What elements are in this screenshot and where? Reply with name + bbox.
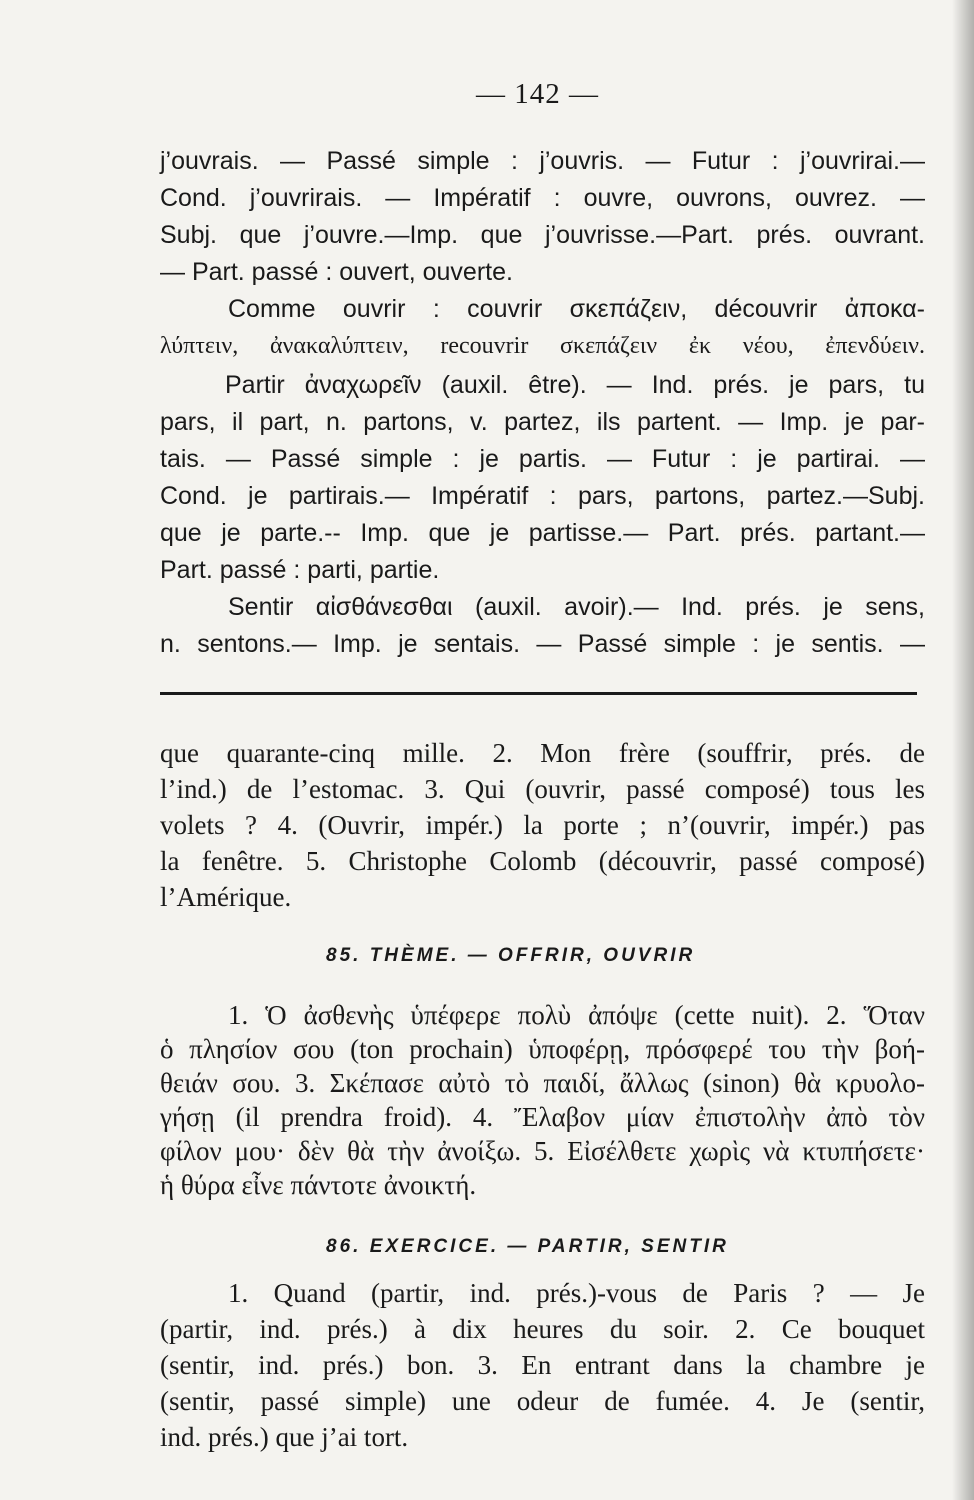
text-line: que je parte.-- Imp. que je partisse.— Part. prés. partant.— <box>160 519 925 547</box>
text-line: (sentir, passé simple) une odeur de fumée. 4. Je (sentir, <box>160 1386 925 1416</box>
text-line: ἡ θύρα εἶνε πάντοτε ἀνοικτή. <box>160 1170 477 1200</box>
text-line: tais. — Passé simple : je partis. — Futur : je partirai. — <box>160 445 925 473</box>
page-number: — 142 — <box>476 78 599 110</box>
exercise-86-heading: 86. EXERCICE. — PARTIR, SENTIR <box>326 1236 729 1257</box>
text-line: ὁ πλησίον σου (ton prochain) ὑποφέρῃ, πρόσφερέ του τὴν βοή- <box>160 1034 925 1064</box>
text-line: (partir, ind. prés.) à dix heures du soir. 2. Ce bouquet <box>160 1314 925 1344</box>
text-line: θειάν σου. 3. Σκέπασε αὐτὸ τὸ παιδί, ἄλλως (sinon) θὰ κρυολο- <box>160 1068 925 1098</box>
page-edge-shadow <box>952 0 974 1500</box>
text-line: pars, il part, n. partons, v. partez, ils partent. — Imp. je par- <box>160 408 925 436</box>
text-line: γήσῃ (il prendra froid). 4. Ἔλαβον μίαν ἐπιστολὴν ἀπὸ τὸν <box>160 1102 925 1132</box>
text-line: — Part. passé : ouvert, ouverte. <box>160 258 513 286</box>
text-line: 1. Ὁ ἀσθενὴς ὑπέφερε πολὺ ἀπόψε (cette nuit). 2. Ὅταν <box>228 1000 925 1030</box>
text-line: l’ind.) de l’estomac. 3. Qui (ouvrir, passé composé) tous les <box>160 774 925 804</box>
text-line: Cond. j’ouvrirais. — Impératif : ouvre, ouvrons, ouvrez. — <box>160 184 925 212</box>
theme-85-heading: 85. THÈME. — OFFRIR, OUVRIR <box>326 945 696 966</box>
section-divider <box>160 692 917 695</box>
text-line: Cond. je partirais.— Impératif : pars, partons, partez.—Subj. <box>160 482 925 510</box>
text-line: Subj. que j’ouvre.—Imp. que j’ouvrisse.—Part. prés. ouvrant. <box>160 221 925 249</box>
text-line: volets ? 4. (Ouvrir, impér.) la porte ; n’(ouvrir, impér.) pas <box>160 810 925 840</box>
text-line: j’ouvrais. — Passé simple : j’ouvris. — Futur : j’ouvrirai.— <box>160 147 925 175</box>
text-line: la fenêtre. 5. Christophe Colomb (découvrir, passé composé) <box>160 846 925 876</box>
text-line: que quarante-cinq mille. 2. Mon frère (souffrir, prés. de <box>160 738 925 768</box>
text-line: Partir ἀναχωρεῖν (auxil. être). — Ind. prés. je pars, tu <box>225 371 925 399</box>
text-line: ind. prés.) que j’ai tort. <box>160 1422 409 1452</box>
text-line: φίλον μου· δὲν θὰ τὴν ἀνοίξω. 5. Εἰσέλθετε χωρὶς νὰ κτυπήσετε· <box>160 1136 925 1166</box>
comme-ouvrir-line: Comme ouvrir : couvrir σκεπάζειν, découvrir ἀποκα- <box>228 295 925 323</box>
text-line: 1. Quand (partir, ind. prés.)-vous de Paris ? — Je <box>228 1278 925 1308</box>
text-line: l’Amérique. <box>160 882 292 912</box>
comme-ouvrir-line-2: λύπτειν, ἀνακαλύπτειν, recouvrir σκεπάζειν ἐκ νέου, ἐπενδύειν. <box>160 333 925 359</box>
text-line: Sentir αἰσθάνεσθαι (auxil. avoir).— Ind. prés. je sens, <box>228 593 925 621</box>
text-line: n. sentons.— Imp. je sentais. — Passé simple : je sentis. — <box>160 630 925 658</box>
text-line: Part. passé : parti, partie. <box>160 556 440 584</box>
text-line: (sentir, ind. prés.) bon. 3. En entrant dans la chambre je <box>160 1350 925 1380</box>
